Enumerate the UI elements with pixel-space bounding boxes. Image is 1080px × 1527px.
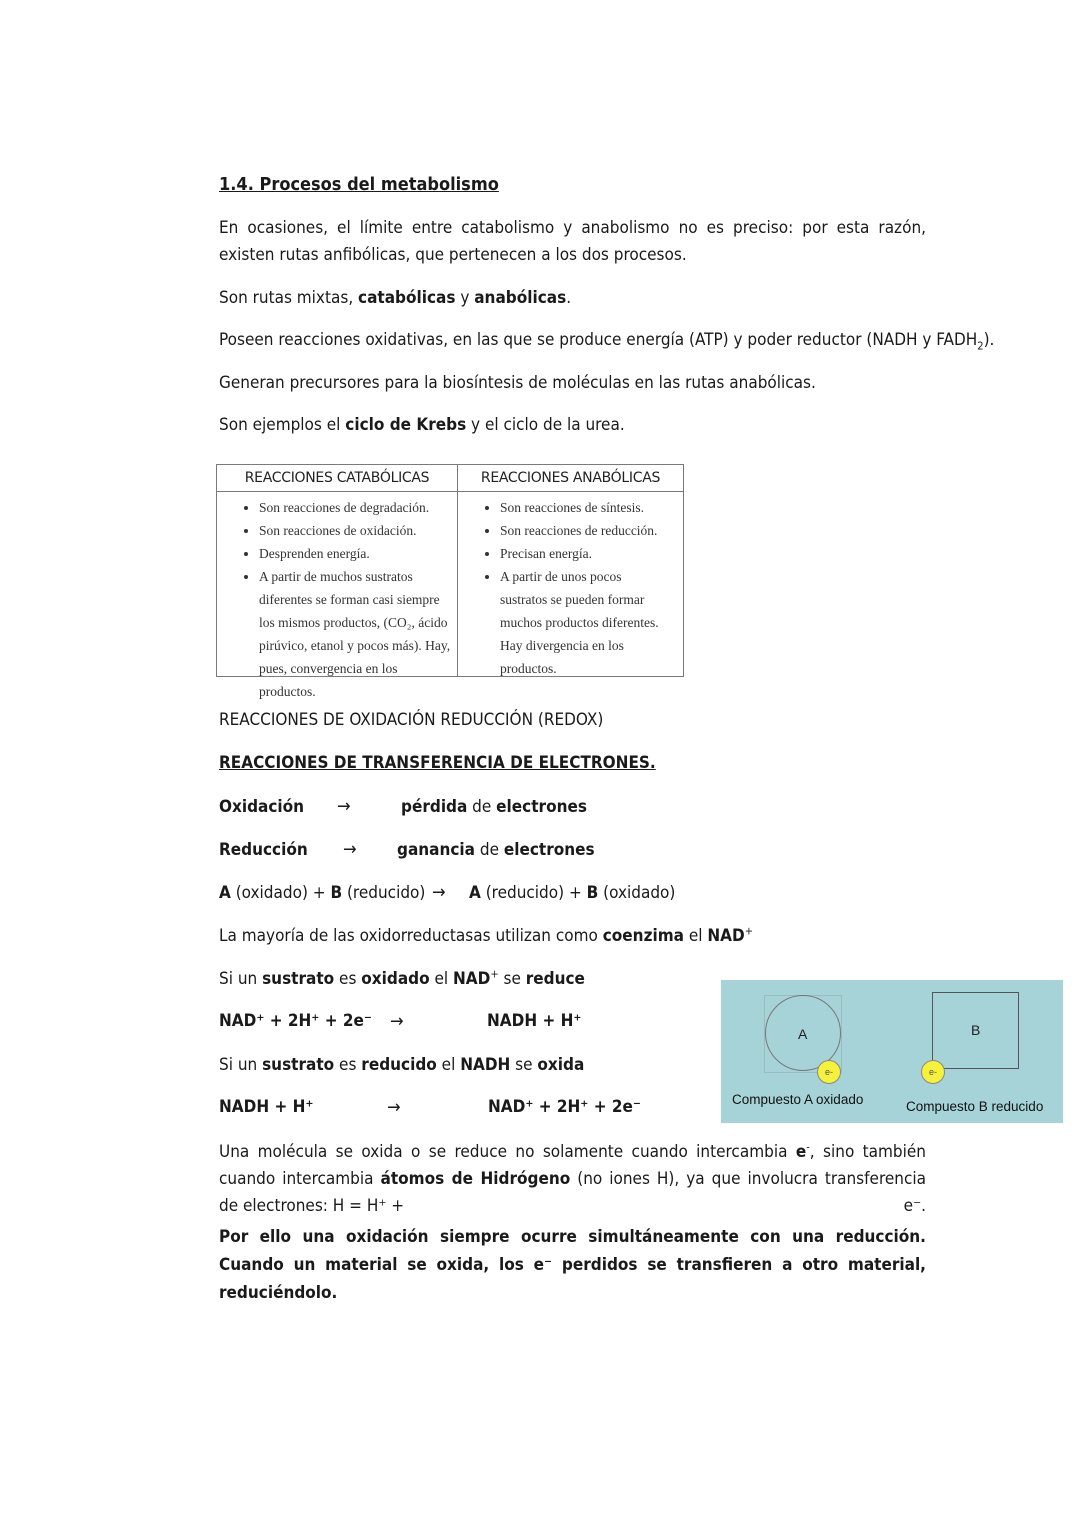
list-item: • Precisan energía. [500,542,683,565]
precursors-line: Generan precursores para la biosíntesis de moléculas en las rutas anabólicas. [219,373,816,393]
compound-a-label: A [798,1026,808,1042]
compound-b-caption: Compuesto B reducido [906,1099,1044,1114]
substrate-reduced-line: Si un sustrato es reducido el NADH se oxida [219,1055,585,1075]
oxidation-definition: pérdida de electrones [401,797,587,817]
list-item: • A partir de unos pocos sustratos se pueden formar muchos productos diferentes. Hay divergencia en los productos. [500,565,683,680]
conclusion-paragraph: Por ello una oxidación siempre ocurre simultáneamente con una reducción. Cuando un material se oxida, los e⁻ perdidos se transfieren a otro material, reduciéndolo. [219,1227,926,1303]
redox-title: REACCIONES DE OXIDACIÓN REDUCCIÓN (REDOX) [219,710,604,730]
equation-1-right: NADH + H⁺ [487,1011,582,1031]
reduction-term: Reducción [219,840,308,860]
intro-paragraph: En ocasiones, el límite entre catabolismo y anabolismo no es preciso: por esta razón, existen rutas anfibólicas, que pertenecen a los dos procesos. [219,218,926,265]
redox-diagram [721,980,1063,1123]
catabolic-header: REACCIONES CATABÓLICAS [217,465,457,492]
list-item: • Son reacciones de síntesis. [500,496,683,519]
catabolic-list [217,496,457,703]
transfer-title: REACCIONES DE TRANSFERENCIA DE ELECTRONES. [219,753,656,773]
compound-a-caption: Compuesto A oxidado [732,1092,864,1107]
equation-2-right: NAD⁺ + 2H⁺ + 2e⁻ [488,1097,641,1117]
compound-b-label: B [971,1022,981,1038]
oxidative-line: Poseen reacciones oxidativas, en las que se produce energía (ATP) y poder reductor (NADH y $FADH_2$). [219,330,995,353]
arrow-symbol: → [337,796,351,817]
electron-icon: e- [921,1060,945,1084]
arrow-symbol: → [387,1097,401,1118]
section-title: 1.4. Procesos del metabolismo [219,174,499,195]
list-item: • Son reacciones de oxidación. [259,519,457,542]
electron-icon: e- [817,1060,841,1084]
oxidation-term: Oxidación [219,797,305,817]
list-item: • Son reacciones de degradación. [259,496,457,519]
reaction-left: A (oxidado) + B (reducido) [219,883,426,903]
reaction-right: A (reducido) + B (oxidado) [469,883,676,903]
list-item: • Desprenden energía. [259,542,457,565]
comparison-table [216,464,684,699]
reduction-definition: ganancia de electrones [397,840,595,860]
electron-symbol: e⁻. [903,1196,926,1216]
list-item: • A partir de muchos sustratos diferentes se forman casi siempre los mismos productos, (CO₂, ácido pirúvico, etanol y pocos más). Hay, pues, convergencia en los productos. [259,565,457,703]
arrow-symbol: → [390,1011,404,1032]
anabolic-header: REACCIONES ANABÓLICAS [458,465,683,492]
substrate-oxidized-line: Si un sustrato es oxidado el NAD+ se reduce [219,967,585,989]
equation-2-left: NADH + H⁺ [219,1097,314,1117]
anabolic-list [458,496,683,680]
mixed-routes-line: Son rutas mixtas, catabólicas y anabólicas. [219,288,572,308]
hydrogen-paragraph: Una molécula se oxida o se reduce no solamente cuando intercambia e-, sino también cuando intercambia átomos de Hidrógeno (no iones H), ya que involucra transferencia de electrones: H = H⁺ + e⁻. [219,1139,926,1220]
examples-line: Son ejemplos el ciclo de Krebs y el ciclo de la urea. [219,415,625,435]
equation-1-left: NAD⁺ + 2H⁺ + 2e⁻ [219,1011,372,1031]
anabolic-column [458,465,683,676]
list-item: • Son reacciones de reducción. [500,519,683,542]
arrow-symbol: → [343,839,357,860]
catabolic-column [217,465,458,699]
coenzyme-line: La mayoría de las oxidorreductasas utilizan como coenzima el NAD+ [219,924,753,946]
arrow-symbol: → [432,882,446,903]
